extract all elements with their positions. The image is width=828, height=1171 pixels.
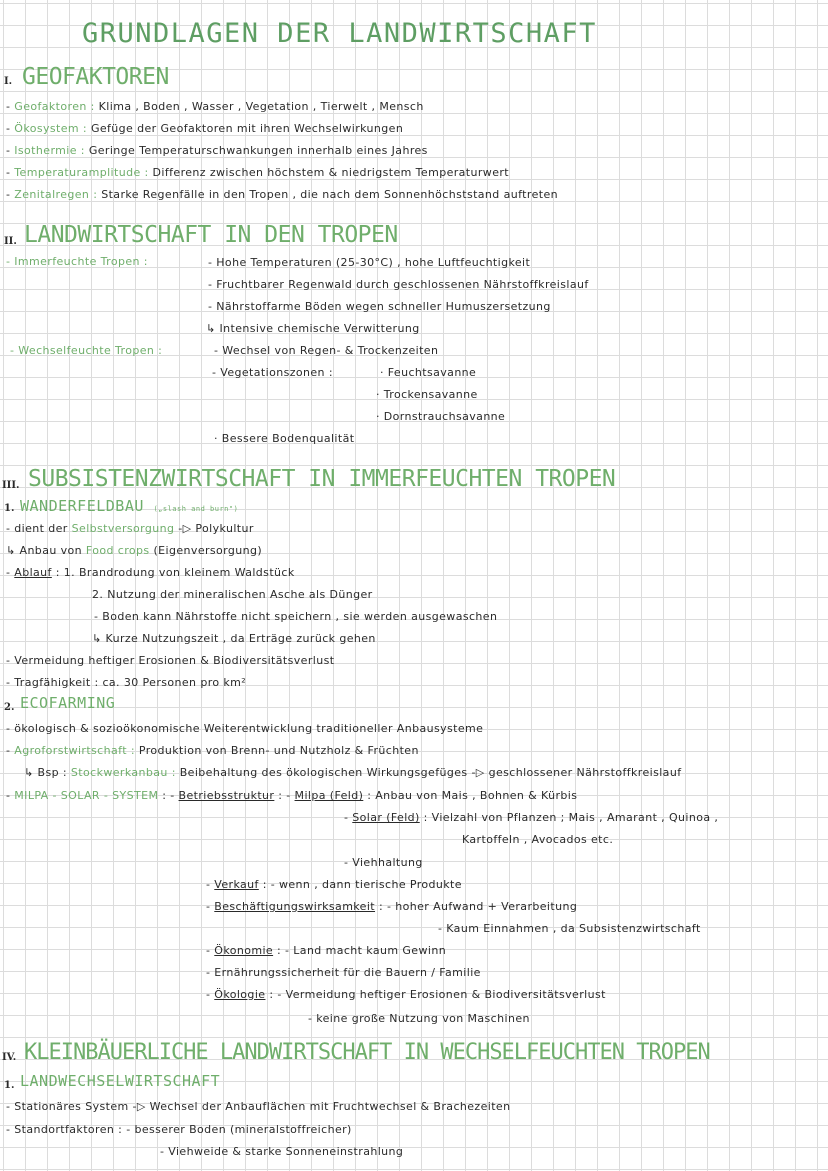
w2-term: Food crops	[85, 544, 150, 557]
term-geofaktoren: Geofaktoren :	[14, 100, 95, 113]
s1-line-2: - Ökosystem : Gefüge der Geofaktoren mit ihren Wechselwirkungen	[6, 122, 404, 135]
e-line-6: Kartoffeln , Avocados etc.	[462, 833, 614, 846]
e-line-3	[24, 766, 681, 780]
immerfeuchte-1: - Hohe Temperaturen (25-30°C) , hohe Luftfeuchtigkeit	[208, 256, 531, 269]
w2-pre: ↳ Anbau von	[6, 544, 83, 557]
e-line-9: - Beschäftigungswirksamkeit : - hoher Aufwand + Verarbeitung	[206, 900, 578, 913]
w2-post: (Eigenversorgung)	[153, 544, 263, 557]
oekonomie-text: : - Land macht kaum Gewinn	[277, 944, 447, 957]
w1-post: -▷ Polykultur	[178, 522, 254, 535]
oekonomie-label: Ökonomie	[214, 944, 274, 957]
solar-text: : Vielzahl von Pflanzen ; Mais , Amarant , Quinoa ,	[423, 811, 719, 824]
e-line-1: - ökologisch & sozioökonomische Weiterentwicklung traditioneller Anbausysteme	[6, 722, 484, 735]
w1-pre: - dient der	[6, 522, 68, 535]
ablauf-note-1: - Boden kann Nährstoffe nicht speichern , sie werden ausgewaschen	[94, 610, 498, 623]
oekologie-label: Ökologie	[214, 988, 266, 1001]
oekologie-text: : - Vermeidung heftiger Erosionen & Biodiversitätsverlust	[269, 988, 606, 1001]
k-line-3: - Viehweide & starke Sonneneinstrahlung	[160, 1145, 404, 1158]
immerfeuchte-2: - Fruchtbarer Regenwald durch geschlossenen Nährstoffkreislauf	[208, 278, 589, 291]
s1-line-3: - Isothermie : Geringe Temperaturschwankungen innerhalb eines Jahres	[6, 144, 428, 157]
section-3-heading: SUBSISTENZWIRTSCHAFT IN IMMERFEUCHTEN TROPEN	[28, 466, 616, 492]
ablauf-label: Ablauf	[14, 566, 52, 579]
sub-3-1-number: 1.	[4, 503, 15, 514]
ablauf-step-2: 2. Nutzung der mineralischen Asche als Dünger	[92, 588, 373, 601]
standortfaktoren-1: - besserer Boden (mineralstoffreicher)	[126, 1123, 352, 1136]
e-line-7: - Viehhaltung	[344, 856, 423, 869]
section-2-heading: LANDWIRTSCHAFT IN DEN TROPEN	[24, 222, 398, 248]
sub-3-2-heading: ECOFARMING	[20, 694, 116, 712]
e4-colon: : -	[278, 789, 291, 802]
ablauf-note-2: ↳ Kurze Nutzungszeit , da Erträge zurück gehen	[92, 632, 376, 645]
e-line-11: - Ökonomie : - Land macht kaum Gewinn	[206, 944, 447, 957]
savanne-1: · Feuchtsavanne	[380, 366, 477, 379]
immerfeuchte-4: ↳ Intensive chemische Verwitterung	[206, 322, 420, 335]
term-agroforst: Agroforstwirtschaft :	[14, 744, 135, 757]
wechselfeuchte-2: - Vegetationszonen :	[212, 366, 333, 379]
def-zenitalregen: Starke Regenfälle in den Tropen , die nach dem Sonnenhöchststand auftreten	[101, 188, 558, 201]
betriebsstruktur-label: Betriebsstruktur	[178, 789, 275, 802]
def-temperaturamplitude: Differenz zwischen höchstem & niedrigstem Temperaturwert	[152, 166, 510, 179]
w-line-8: - Tragfähigkeit : ca. 30 Personen pro km²	[6, 676, 247, 689]
sub-4-1-number: 1.	[4, 1080, 15, 1091]
sub-3-2-number: 2.	[4, 702, 15, 713]
standortfaktoren-label: - Standortfaktoren :	[6, 1123, 123, 1136]
def-isothermie: Geringe Temperaturschwankungen innerhalb eines Jahres	[88, 144, 428, 157]
immerfeuchte-label: - Immerfeuchte Tropen :	[6, 255, 148, 268]
solar-label: Solar (Feld)	[352, 811, 420, 824]
immerfeuchte-3: - Nährstoffarme Böden wegen schneller Humuszersetzung	[208, 300, 551, 313]
beschaeftigung-text: : - hoher Aufwand + Verarbeitung	[378, 900, 578, 913]
w1-term: Selbstversorgung	[71, 522, 175, 535]
term-isothermie: Isothermie :	[14, 144, 85, 157]
e3-pre: ↳ Bsp :	[24, 766, 67, 779]
w-line-2	[6, 544, 262, 558]
e-line-2: - Agroforstwirtschaft : Produktion von Brenn- und Nutzholz & Früchten	[6, 744, 419, 757]
e-line-14: - keine große Nutzung von Maschinen	[308, 1012, 530, 1025]
wechselfeuchte-label: - Wechselfeuchte Tropen :	[10, 344, 163, 357]
sub-4-1-heading: LANDWECHSELWIRTSCHAFT	[20, 1072, 221, 1090]
k-line-1: - Stationäres System -▷ Wechsel der Anbauflächen mit Fruchtwechsel & Brachezeiten	[6, 1100, 511, 1113]
e4-mid: : -	[162, 789, 175, 802]
term-oekosystem: Ökosystem :	[14, 122, 88, 135]
ablauf-step-1: : 1. Brandrodung von kleinem Waldstück	[55, 566, 295, 579]
w-line-3: - Ablauf : 1. Brandrodung von kleinem Waldstück	[6, 566, 295, 579]
milpa-label: Milpa (Feld)	[294, 789, 364, 802]
term-zenitalregen: Zenitalregen :	[14, 188, 98, 201]
term-stockwerkanbau: Stockwerkanbau :	[70, 766, 176, 779]
wanderfeldbau-title: WANDERFELDBAU	[20, 497, 144, 515]
section-3-number: III.	[2, 480, 20, 491]
k-line-2	[6, 1123, 352, 1137]
def-agroforst: Produktion von Brenn- und Nutzholz & Früchten	[138, 744, 419, 757]
wechselfeuchte-3: · Bessere Bodenqualität	[214, 432, 355, 445]
wechselfeuchte-1: - Wechsel von Regen- & Trockenzeiten	[214, 344, 439, 357]
term-milpa-solar: MILPA - SOLAR - SYSTEM	[14, 789, 159, 802]
def-geofaktoren: Klima , Boden , Wasser , Vegetation , Tierwelt , Mensch	[98, 100, 424, 113]
s1-line-1: - Geofaktoren : Klima , Boden , Wasser , Vegetation , Tierwelt , Mensch	[6, 100, 424, 113]
section-2-number: II.	[4, 236, 17, 247]
page-title: GRUNDLAGEN DER LANDWIRTSCHAFT	[82, 18, 597, 49]
section-1-number: I.	[4, 76, 13, 87]
w-line-7: - Vermeidung heftiger Erosionen & Biodiversitätsverlust	[6, 654, 335, 667]
def-stockwerkanbau: Beibehaltung des ökologischen Wirkungsgefüges -▷ geschlossener Nährstoffkreislauf	[179, 766, 682, 779]
wanderfeldbau-note: („slash and burn")	[153, 505, 239, 513]
e-line-10: - Kaum Einnahmen , da Subsistenzwirtschaft	[438, 922, 701, 935]
beschaeftigung-label: Beschäftigungswirksamkeit	[214, 900, 376, 913]
savanne-2: · Trockensavanne	[376, 388, 478, 401]
section-1-heading: GEOFAKTOREN	[22, 64, 169, 90]
s1-line-5: - Zenitalregen : Starke Regenfälle in den Tropen , die nach dem Sonnenhöchststand auftreten	[6, 188, 558, 201]
w-line-1	[6, 522, 254, 536]
def-oekosystem: Gefüge der Geofaktoren mit ihren Wechselwirkungen	[90, 122, 404, 135]
sub-3-1-heading	[20, 497, 238, 515]
verkauf-label: Verkauf	[214, 878, 259, 891]
e-line-12: - Ernährungssicherheit für die Bauern / Familie	[206, 966, 481, 979]
milpa-text: : Anbau von Mais , Bohnen & Kürbis	[367, 789, 578, 802]
savanne-3: · Dornstrauchsavanne	[376, 410, 506, 423]
term-temperaturamplitude: Temperaturamplitude :	[14, 166, 149, 179]
verkauf-text: : - wenn , dann tierische Produkte	[262, 878, 462, 891]
section-4-number: IV.	[2, 1052, 17, 1063]
e-line-13: - Ökologie : - Vermeidung heftiger Erosionen & Biodiversitätsverlust	[206, 988, 606, 1001]
s1-line-4: - Temperaturamplitude : Differenz zwischen höchstem & niedrigstem Temperaturwert	[6, 166, 510, 179]
e-line-5: - Solar (Feld) : Vielzahl von Pflanzen ; Mais , Amarant , Quinoa ,	[344, 811, 719, 824]
e-line-8: - Verkauf : - wenn , dann tierische Produkte	[206, 878, 462, 891]
section-4-heading: KLEINBÄUERLICHE LANDWIRTSCHAFT IN WECHSELFEUCHTEN TROPEN	[24, 1040, 710, 1065]
e-line-4: - MILPA - SOLAR - SYSTEM : - Betriebsstruktur : - Milpa (Feld) : Anbau von Mais , Bohnen & Kürbis	[6, 789, 578, 802]
